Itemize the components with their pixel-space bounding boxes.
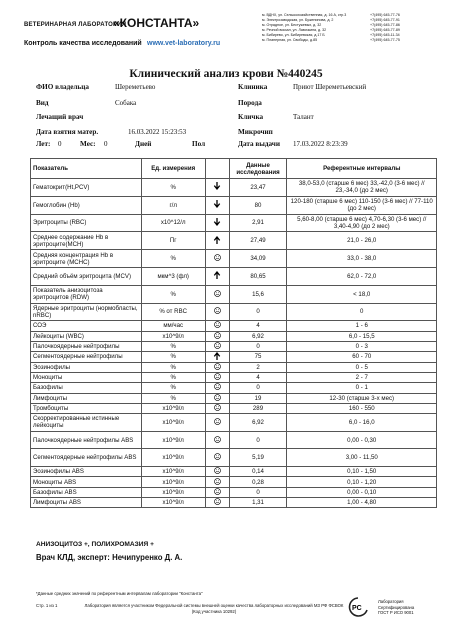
remark: АНИЗОЦИТОЗ +, ПОЛИХРОМАЗИЯ +	[36, 541, 154, 548]
arrow-down-icon	[213, 183, 221, 192]
table-row	[31, 250, 437, 268]
result-value: 0,28	[229, 477, 287, 487]
status-cell	[205, 431, 229, 449]
species-value: Собака	[115, 99, 137, 107]
age-months-value: 0	[104, 140, 108, 148]
table-row	[31, 232, 437, 250]
parameter-name: Гематокрит(Ht,PCV)	[31, 179, 142, 197]
reference-range: 1 - 6	[287, 321, 437, 331]
status-cell	[205, 403, 229, 413]
table-row	[31, 403, 437, 413]
reference-range: 0 - 3	[287, 341, 437, 351]
accreditation-text: Лаборатория является участником Федеральной системы внешней оценки качества лабораторных исследований МЗ РФ ФСВОК (Код участника 10292)	[84, 603, 344, 614]
smiley-icon	[214, 363, 221, 372]
reference-range: 6,0 - 15,5	[287, 331, 437, 341]
table-row	[31, 362, 437, 372]
breed-label: Порода	[238, 99, 262, 107]
smiley-icon	[214, 254, 221, 263]
status-cell	[205, 196, 229, 214]
reference-range: 0	[287, 303, 437, 321]
status-cell	[205, 331, 229, 341]
parameter-name: СОЭ	[31, 321, 142, 331]
unit: x10^12/л	[141, 214, 205, 232]
result-value: 4	[229, 373, 287, 383]
reference-range: 62,0 - 72,0	[287, 267, 437, 285]
unit: мм/час	[141, 321, 205, 331]
parameter-name: Скорректированные истинные лейкоциты	[31, 413, 142, 431]
status-cell	[205, 393, 229, 403]
status-cell	[205, 250, 229, 268]
unit: x10^9/л	[141, 487, 205, 497]
status-cell	[205, 373, 229, 383]
reference-range: 38,0-53,0 (старше 6 мес) 33,-42,0 (3-6 мес) // 23,-34,0 (до 2 мес)	[287, 179, 437, 197]
reference-range: 21,0 - 26,0	[287, 232, 437, 250]
parameter-name: Показатель анизоцитоза эритроцитов (RDW)	[31, 285, 142, 303]
date-taken-value: 16.03.2022 15:23:53	[128, 128, 187, 136]
result-value: 1,31	[229, 497, 287, 507]
age-months-label: Мес:	[80, 140, 96, 148]
result-value: 19	[229, 393, 287, 403]
address-item: м. Речной вокзал, ул. Лавочкина, д. 32	[262, 28, 327, 33]
parameter-name: Средняя концентрация Hb в эритроците (MCHC)	[31, 250, 142, 268]
nickname-value: Талант	[293, 113, 314, 121]
table-row	[31, 431, 437, 449]
unit: %	[141, 285, 205, 303]
doctor-signature-line: Врач КЛД, эксперт: Нечипуренко Д. А.	[36, 553, 183, 562]
header-value: Данные исследования	[229, 159, 287, 179]
table-row	[31, 351, 437, 362]
status-cell	[205, 467, 229, 477]
smiley-icon	[214, 290, 221, 299]
parameter-name: Базофилы	[31, 383, 142, 393]
status-cell	[205, 497, 229, 507]
parameter-name: Палочкоядерные нейтрофилы ABS	[31, 431, 142, 449]
unit: Пг	[141, 232, 205, 250]
parameter-name: Моноциты ABS	[31, 477, 142, 487]
table-row	[31, 331, 437, 341]
unit: %	[141, 341, 205, 351]
unit: мкм^3 (фл)	[141, 267, 205, 285]
header-reference: Референтные интервалы	[287, 159, 437, 179]
status-cell	[205, 179, 229, 197]
status-cell	[205, 267, 229, 285]
parameter-name: Ядерные эритроциты (нормобласты, nRBC)	[31, 303, 142, 321]
status-cell	[205, 383, 229, 393]
reference-range: 33,0 - 38,0	[287, 250, 437, 268]
cert-line: Сертифицирована	[378, 604, 415, 610]
certification-text	[378, 599, 414, 616]
unit: x10^9/л	[141, 497, 205, 507]
unit: %	[141, 383, 205, 393]
phone-list	[370, 13, 400, 44]
address-item: м. Отрадное, ул. Бестужевых, д. 32	[262, 23, 322, 28]
result-value: 2	[229, 362, 287, 372]
date-issued-value: 17.03.2022 8:23:39	[293, 140, 348, 148]
header-parameter: Показатель	[31, 159, 142, 179]
smiley-icon	[214, 478, 221, 487]
result-value: 6,92	[229, 331, 287, 341]
result-value: 0	[229, 383, 287, 393]
smiley-icon	[214, 307, 221, 316]
result-value: 27,49	[229, 232, 287, 250]
table-row	[31, 497, 437, 507]
arrow-up-icon	[213, 237, 221, 246]
smiley-icon	[214, 436, 221, 445]
parameter-name: Тромбоциты	[31, 403, 142, 413]
result-value: 289	[229, 403, 287, 413]
unit: %	[141, 250, 205, 268]
table-header-row	[31, 159, 437, 179]
unit: x10^9/л	[141, 331, 205, 341]
result-value: 5,19	[229, 449, 287, 467]
table-row	[31, 321, 437, 331]
lab-name: «КОНСТАНТА»	[113, 16, 200, 30]
smiley-icon	[214, 383, 221, 392]
smiley-icon	[214, 404, 221, 413]
smiley-icon	[214, 394, 221, 403]
address-item: м. Электрозаводская, ул. Буженинова, д. 2	[262, 18, 334, 23]
footnote: *Данные средних значений по референтным интервалам лаборатории "Константа"	[36, 591, 203, 596]
cert-line: ГОСТ Р ИСО 9001	[378, 610, 414, 616]
result-value: 75	[229, 351, 287, 362]
status-cell	[205, 214, 229, 232]
age-years-value: 0	[58, 140, 62, 148]
phone-item: +7(495) 645-77-76	[370, 13, 400, 17]
table-row	[31, 383, 437, 393]
days-label: Дней	[135, 140, 152, 148]
reference-range: 12-30 (старше 3-х мес)	[287, 393, 437, 403]
owner-value: Шереметьево	[115, 83, 156, 91]
smiley-icon	[214, 488, 221, 497]
parameter-name: Средний объём эритроцита (MCV)	[31, 267, 142, 285]
lab-url[interactable]: www.vet-laboratory.ru	[147, 40, 221, 47]
status-cell	[205, 487, 229, 497]
status-cell	[205, 351, 229, 362]
unit: % от RBC	[141, 303, 205, 321]
table-row	[31, 393, 437, 403]
status-cell	[205, 362, 229, 372]
table-row	[31, 214, 437, 232]
result-value: 0	[229, 487, 287, 497]
result-value: 2,91	[229, 214, 287, 232]
parameter-name: Эритроциты (RBC)	[31, 214, 142, 232]
lab-prefix: ВЕТЕРИНАРНАЯ ЛАБОРАТОРИЯ	[24, 22, 127, 28]
table-row	[31, 373, 437, 383]
table-row	[31, 487, 437, 497]
unit: x10^9/л	[141, 467, 205, 477]
certification-logo-icon	[343, 596, 373, 618]
species-label: Вид	[36, 99, 49, 107]
reference-range: 120-180 (старше 6 мес) 110-150 (3-6 мес) // 77-110 (до 2 мес)	[287, 196, 437, 214]
parameter-name: Базофилы ABS	[31, 487, 142, 497]
unit: x10^9/л	[141, 403, 205, 413]
result-value: 0	[229, 431, 287, 449]
reference-range: 0,00 - 0,30	[287, 431, 437, 449]
table-row	[31, 449, 437, 467]
address-list	[262, 13, 346, 44]
parameter-name: Лейкоциты (WBC)	[31, 331, 142, 341]
reference-range: 0 - 1	[287, 383, 437, 393]
results-table	[30, 158, 437, 508]
result-value: 34,09	[229, 250, 287, 268]
table-row	[31, 267, 437, 285]
reference-range: 0,00 - 0,10	[287, 487, 437, 497]
result-value: 15,6	[229, 285, 287, 303]
result-value: 0	[229, 303, 287, 321]
status-cell	[205, 449, 229, 467]
unit: x10^9/л	[141, 431, 205, 449]
smiley-icon	[214, 373, 221, 382]
reference-range: 2 - 7	[287, 373, 437, 383]
clinic-value: Приют Шереметьевский	[293, 83, 367, 91]
header-flag	[205, 159, 229, 179]
cert-line: Лаборатория	[378, 599, 404, 604]
owner-label: ФИО владельца	[36, 83, 89, 91]
reference-range: 1,00 - 4,80	[287, 497, 437, 507]
unit: %	[141, 393, 205, 403]
parameter-name: Палочкоядерные нейтрофилы	[31, 341, 142, 351]
lab-subtitle: Контроль качества исследований	[24, 40, 142, 47]
unit: %	[141, 351, 205, 362]
reference-range: 160 - 550	[287, 403, 437, 413]
unit: x10^9/л	[141, 477, 205, 487]
arrow-down-icon	[213, 201, 221, 210]
parameter-name: Сегментоядерные нейтрофилы ABS	[31, 449, 142, 467]
parameter-name: Эозинофилы	[31, 362, 142, 372]
header-unit: Ед. измерения	[141, 159, 205, 179]
reference-range: 0,10 - 1,50	[287, 467, 437, 477]
arrow-down-icon	[213, 219, 221, 228]
result-value: 23,47	[229, 179, 287, 197]
table-row	[31, 179, 437, 197]
result-value: 4	[229, 321, 287, 331]
reference-range: 3,00 - 11,50	[287, 449, 437, 467]
table-row	[31, 285, 437, 303]
nickname-label: Кличка	[238, 113, 264, 121]
parameter-name: Лимфоциты	[31, 393, 142, 403]
unit: %	[141, 373, 205, 383]
status-cell	[205, 477, 229, 487]
phone-item: +7(495) 645-77-91	[370, 18, 400, 23]
table-row	[31, 467, 437, 477]
result-value: 0,14	[229, 467, 287, 477]
parameter-name: Эозинофилы ABS	[31, 467, 142, 477]
table-row	[31, 303, 437, 321]
smiley-icon	[214, 418, 221, 427]
phone-item: +7(495) 645-77-89	[370, 28, 400, 33]
status-cell	[205, 413, 229, 431]
unit: x10^9/л	[141, 413, 205, 431]
smiley-icon	[214, 342, 221, 351]
reference-range: < 18,0	[287, 285, 437, 303]
document-title: Клинический анализ крови №440245	[129, 68, 323, 80]
sex-label: Пол	[192, 140, 206, 148]
smiley-icon	[214, 332, 221, 341]
unit: x10^9/л	[141, 449, 205, 467]
table-row	[31, 413, 437, 431]
address-item: м. Планерная, ул. Свободы, д.85	[262, 38, 318, 43]
table-row	[31, 196, 437, 214]
svg-text:PC: PC	[352, 605, 362, 612]
reference-range: 6,0 - 16,0	[287, 413, 437, 431]
reference-range: 0 - 5	[287, 362, 437, 372]
smiley-icon	[214, 453, 221, 462]
smiley-icon	[214, 498, 221, 507]
smiley-icon	[214, 467, 221, 476]
table-row	[31, 341, 437, 351]
phone-item: +7(495) 645-11-34	[370, 33, 400, 38]
result-value: 80,65	[229, 267, 287, 285]
result-value: 0	[229, 341, 287, 351]
chip-label: Микрочип	[238, 128, 273, 136]
result-value: 6,92	[229, 413, 287, 431]
unit: г/л	[141, 196, 205, 214]
status-cell	[205, 303, 229, 321]
address-item: м. Бибирево, ул. Бибиревская, д.17 Б	[262, 33, 325, 38]
page-number: Стр. 1 из 1	[36, 603, 58, 608]
parameter-name: Гемоглобин (Hb)	[31, 196, 142, 214]
status-cell	[205, 341, 229, 351]
unit: %	[141, 362, 205, 372]
status-cell	[205, 285, 229, 303]
parameter-name: Сегментоядерные нейтрофилы	[31, 351, 142, 362]
clinic-label: Клиника	[238, 83, 268, 91]
address-item: м. ВДНХ, ул. Сельскохозяйственная, д. 16 А, стр.3	[262, 13, 347, 17]
parameter-name: Моноциты	[31, 373, 142, 383]
reference-range: 5,60-8,00 (старше 6 мес) 4,70-6,30 (3-6 мес) // 3,40-4,90 (до 2 мес)	[287, 214, 437, 232]
date-taken-label: Дата взятия матер.	[36, 128, 99, 136]
parameter-name: Среднее содержание Hb в эритроците(MCH)	[31, 232, 142, 250]
reference-range: 60 - 70	[287, 351, 437, 362]
age-years-label: Лет:	[36, 140, 51, 148]
smiley-icon	[214, 321, 221, 330]
result-value: 80	[229, 196, 287, 214]
phone-item: +7(495) 645-77-86	[370, 23, 400, 28]
doctor-label: Лечащий врач	[36, 113, 84, 121]
parameter-name: Лимфоциты ABS	[31, 497, 142, 507]
arrow-up-icon	[213, 272, 221, 281]
reference-range: 0,10 - 1,20	[287, 477, 437, 487]
status-cell	[205, 321, 229, 331]
table-row	[31, 477, 437, 487]
phone-item: +7(495) 645-77-75	[370, 38, 400, 43]
arrow-up-icon	[213, 353, 221, 362]
status-cell	[205, 232, 229, 250]
date-issued-label: Дата выдачи	[238, 140, 280, 148]
unit: %	[141, 179, 205, 197]
